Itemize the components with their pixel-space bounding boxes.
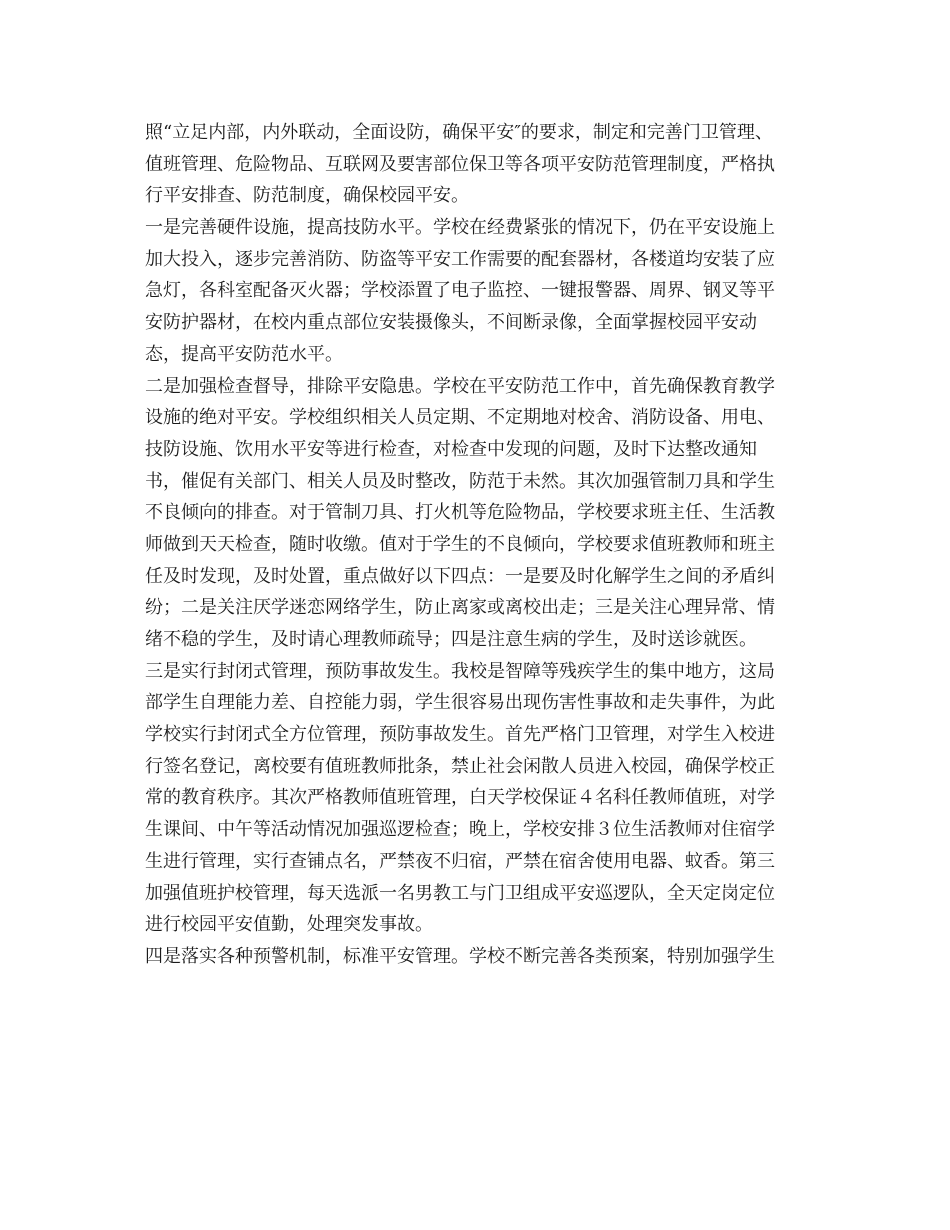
text-line: 生课间、中午等活动情况加强巡逻检查；晚上，学校安排３位生活教师对住宿学	[145, 819, 775, 841]
text-line: 技防设施、饮用水平安等进行检查，对检查中发现的问题，及时下达整改通知	[145, 438, 757, 460]
text-line: 加强值班护校管理，每天选派一名男教工与门卫组成平安巡逻队，全天定岗定位	[145, 882, 775, 904]
text-line: 行签名登记，离校要有值班教师批条，禁止社会闲散人员进入校园，确保学校正	[145, 755, 775, 777]
text-line: 设施的绝对平安。学校组织相关人员定期、不定期地对校舍、消防设备、用电、	[145, 407, 775, 429]
document-body	[145, 117, 805, 973]
text-line: 行平安排查、防范制度，确保校园平安。	[145, 185, 469, 207]
text-line: 照“立足内部，内外联动，全面设防，确保平安″的要求，制定和完善门卫管理、	[145, 122, 773, 143]
text-line: 生进行管理，实行查铺点名，严禁夜不归宿，严禁在宿舍使用电器、蚊香。第三	[145, 850, 775, 872]
text-line: 三是实行封闭式管理，预防事故发生。我校是智障等残疾学生的集中地方，这局	[145, 660, 775, 682]
text-line: 四是落实各种预警机制，标准平安管理。学校不断完善各类预案，特别加强学生	[145, 945, 775, 967]
text-line: 一是完善硬件设施，提高技防水平。学校在经费紧张的情况下，仍在平安设施上	[145, 217, 775, 239]
text-line: 任及时发现，及时处置，重点做好以下四点：一是要及时化解学生之间的矛盾纠	[145, 565, 775, 587]
text-line: 急灯，各科室配备灭火器；学校添置了电子监控、一键报警器、周界、钢叉等平	[145, 280, 775, 302]
text-line: 态，提高平安防范水平。	[145, 343, 343, 365]
text-line: 学校实行封闭式全方位管理，预防事故发生。首先严格门卫管理，对学生入校进	[145, 724, 775, 746]
text-line: 值班管理、危险物品、互联网及要害部位保卫等各项平安防范管理制度，严格执	[145, 153, 775, 175]
text-line: 师做到天天检查，随时收缴。值对于学生的不良倾向，学校要求值班教师和班主	[145, 533, 775, 555]
text-line: 安防护器材，在校内重点部位安装摄像头，不间断录像，全面掌握校园平安动	[145, 312, 757, 334]
text-line: 进行校园平安值勤，处理突发事故。	[145, 914, 433, 936]
text-line: 部学生自理能力差、自控能力弱，学生很容易出现伤害性事故和走失事件，为此	[145, 692, 775, 714]
text-line: 加大投入，逐步完善消防、防盗等平安工作需要的配套器材，各楼道均安装了应	[145, 248, 775, 270]
text-line: 常的教育秩序。其次严格教师值班管理，白天学校保证４名科任教师值班，对学	[145, 787, 775, 809]
text-line: 二是加强检查督导，排除平安隐患。学校在平安防范工作中，首先确保教育教学	[145, 375, 775, 397]
text-line: 书，催促有关部门、相关人员及时整改，防范于未然。其次加强管制刀具和学生	[145, 470, 775, 492]
text-line: 不良倾向的排查。对于管制刀具、打火机等危险物品，学校要求班主任、生活教	[145, 502, 775, 524]
text-line: 绪不稳的学生，及时请心理教师疏导；四是注意生病的学生，及时送诊就医。	[145, 629, 757, 650]
text-line: 纷；二是关注厌学迷恋网络学生，防止离家或离校出走；三是关注心理异常、情	[145, 597, 775, 619]
